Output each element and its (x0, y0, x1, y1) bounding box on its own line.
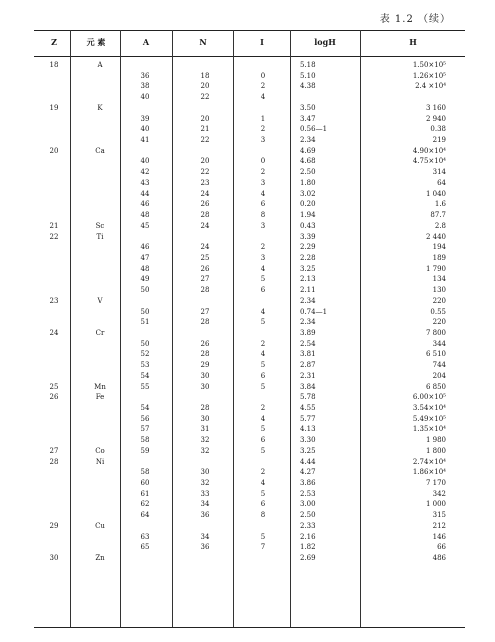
cell-n: 23 (200, 178, 210, 187)
header-element: 元 素 (86, 37, 106, 47)
cell-n: 27 (200, 307, 210, 316)
cell-logh: 3.47 (300, 114, 316, 123)
cell-logh: 4.68 (300, 157, 316, 166)
table-row (0, 274, 495, 285)
cell-i: 2 (260, 168, 266, 177)
cell-i: 6 (260, 500, 266, 509)
cell-h: 134 (432, 275, 446, 284)
cell-a: 46 (140, 243, 150, 252)
cell-h: 344 (432, 339, 446, 348)
cell-i: 2 (260, 82, 266, 91)
cell-i: 7 (260, 543, 266, 552)
cell-i: 5 (260, 446, 266, 455)
cell-h: 6 850 (425, 382, 446, 391)
cell-a: 43 (140, 178, 150, 187)
cell-logh: 3.81 (300, 350, 316, 359)
cell-h: 219 (432, 136, 446, 145)
cell-logh: 3.89 (300, 328, 316, 337)
cell-logh: 0.20 (300, 200, 316, 209)
table-row (0, 221, 495, 232)
cell-logh: 2.34 (300, 318, 316, 327)
cell-n: 33 (200, 489, 210, 498)
cell-a: 40 (140, 93, 150, 102)
table-row (0, 135, 495, 146)
cell-a: 46 (140, 200, 150, 209)
cell-i: 4 (260, 479, 266, 488)
header-h: H (409, 37, 417, 47)
cell-h: 3 160 (425, 103, 446, 112)
table-row (0, 553, 495, 564)
cell-i: 2 (260, 125, 266, 134)
table-row (0, 403, 495, 414)
cell-h: 194 (432, 243, 446, 252)
cell-logh: 2.87 (300, 361, 316, 370)
cell-z: 24 (49, 328, 59, 337)
table-row (0, 81, 495, 92)
table-row (0, 285, 495, 296)
cell-a: 41 (140, 136, 150, 145)
table-row (0, 178, 495, 189)
cell-n: 34 (200, 500, 210, 509)
cell-logh: 5.18 (300, 61, 316, 69)
cell-a: 50 (140, 307, 150, 316)
cell-h: 1 800 (425, 446, 446, 455)
table-row (0, 167, 495, 178)
cell-i: 4 (260, 189, 266, 198)
cell-element: Ti (96, 232, 104, 241)
cell-a: 53 (140, 361, 150, 370)
cell-logh: 5.10 (300, 71, 316, 80)
cell-h: 315 (432, 511, 446, 520)
cell-a: 62 (140, 500, 150, 509)
cell-n: 20 (200, 114, 210, 123)
cell-n: 28 (200, 211, 210, 220)
table-row (0, 339, 495, 350)
cell-logh: 0.43 (300, 221, 316, 230)
table-row (0, 360, 495, 371)
cell-h: 2.8 (434, 221, 446, 230)
cell-h: 2.74×10⁴ (412, 457, 446, 466)
cell-logh: 3.84 (300, 382, 316, 391)
table-row (0, 199, 495, 210)
cell-i: 4 (260, 264, 266, 273)
cell-element: Ca (95, 146, 105, 155)
cell-n: 21 (200, 125, 210, 134)
cell-h: 1 000 (425, 500, 446, 509)
cell-element: K (97, 103, 103, 112)
table-row (0, 414, 495, 425)
cell-z: 18 (49, 61, 59, 69)
cell-i: 2 (260, 339, 266, 348)
cell-a: 64 (140, 511, 150, 520)
cell-i: 4 (260, 307, 266, 316)
cell-i: 5 (260, 425, 266, 434)
cell-a: 55 (140, 382, 150, 391)
cell-i: 8 (260, 511, 266, 520)
cell-z: 25 (49, 382, 59, 391)
cell-n: 20 (200, 157, 210, 166)
table-row (0, 382, 495, 393)
cell-h: 1 980 (425, 436, 446, 445)
cell-i: 0 (260, 71, 266, 80)
table-row (0, 435, 495, 446)
table-row (0, 114, 495, 125)
cell-i: 3 (260, 253, 266, 262)
cell-h: 130 (432, 286, 446, 295)
cell-i: 6 (260, 436, 266, 445)
table-row (0, 510, 495, 521)
cell-logh: 2.50 (300, 168, 316, 177)
cell-a: 50 (140, 286, 150, 295)
cell-a: 58 (140, 436, 150, 445)
table-body (0, 60, 495, 564)
cell-h: 189 (432, 253, 446, 262)
cell-h: 4.75×10⁴ (412, 157, 446, 166)
cell-n: 36 (200, 511, 210, 520)
cell-n: 24 (200, 243, 210, 252)
cell-logh: 3.39 (300, 232, 316, 241)
cell-n: 30 (200, 468, 210, 477)
header-i: I (260, 37, 264, 47)
cell-a: 56 (140, 414, 150, 423)
cell-z: 20 (49, 146, 59, 155)
cell-logh: 2.29 (300, 243, 316, 252)
cell-i: 6 (260, 200, 266, 209)
cell-i: 5 (260, 361, 266, 370)
cell-logh: 2.28 (300, 253, 316, 262)
table-row (0, 156, 495, 167)
cell-h: 2 940 (425, 114, 446, 123)
cell-logh: 2.16 (300, 532, 316, 541)
cell-n: 34 (200, 532, 210, 541)
cell-logh: 4.44 (300, 457, 316, 466)
cell-n: 22 (200, 168, 210, 177)
cell-n: 26 (200, 339, 210, 348)
cell-h: 5.49×10⁵ (412, 414, 446, 423)
cell-h: 220 (432, 296, 446, 305)
table-caption: 表 1.2 （续） (379, 14, 451, 25)
table-row (0, 371, 495, 382)
table-bottom-rule (34, 627, 465, 628)
cell-logh: 0.56—1 (300, 125, 328, 134)
cell-logh: 2.69 (300, 554, 316, 563)
cell-a: 60 (140, 479, 150, 488)
cell-i: 3 (260, 178, 266, 187)
cell-a: 52 (140, 350, 150, 359)
cell-n: 28 (200, 350, 210, 359)
cell-element: Mn (94, 382, 106, 391)
cell-h: 3.54×10⁴ (412, 404, 446, 412)
table-row (0, 189, 495, 200)
cell-a: 54 (140, 371, 150, 380)
cell-a: 59 (140, 446, 150, 455)
cell-i: 8 (260, 211, 266, 220)
cell-h: 6 510 (425, 350, 446, 359)
cell-logh: 4.55 (300, 404, 316, 412)
cell-element: Zn (95, 554, 105, 563)
header-z: Z (51, 37, 57, 47)
cell-element: V (97, 296, 103, 305)
cell-a: 65 (140, 543, 150, 552)
cell-logh: 1.80 (300, 178, 316, 187)
cell-n: 31 (200, 425, 210, 434)
cell-z: 19 (49, 103, 59, 112)
cell-element: Cr (95, 328, 105, 337)
cell-n: 28 (200, 404, 210, 412)
cell-logh: 2.13 (300, 275, 316, 284)
cell-h: 220 (432, 318, 446, 327)
cell-z: 22 (49, 232, 59, 241)
table-row (0, 60, 495, 71)
cell-a: 39 (140, 114, 150, 123)
cell-h: 212 (432, 521, 446, 530)
table-row (0, 328, 495, 339)
cell-logh: 5.78 (300, 393, 316, 402)
table-header-rule (34, 56, 465, 57)
cell-logh: 3.50 (300, 103, 316, 112)
cell-logh: 4.27 (300, 468, 316, 477)
cell-h: 6.00×10⁵ (412, 393, 446, 402)
cell-h: 744 (432, 361, 446, 370)
cell-n: 36 (200, 543, 210, 552)
table-row (0, 210, 495, 221)
table-row (0, 478, 495, 489)
cell-n: 29 (200, 361, 210, 370)
cell-h: 1.35×10⁴ (412, 425, 446, 434)
cell-a: 49 (140, 275, 150, 284)
cell-z: 27 (49, 446, 59, 455)
cell-i: 5 (260, 275, 266, 284)
cell-i: 4 (260, 93, 266, 102)
cell-logh: 3.00 (300, 500, 316, 509)
cell-h: 342 (432, 489, 446, 498)
cell-logh: 3.25 (300, 264, 316, 273)
cell-i: 6 (260, 371, 266, 380)
cell-a: 57 (140, 425, 150, 434)
cell-i: 3 (260, 136, 266, 145)
table-row (0, 392, 495, 403)
cell-logh: 2.53 (300, 489, 316, 498)
cell-n: 32 (200, 446, 210, 455)
cell-i: 2 (260, 243, 266, 252)
header-n: N (199, 37, 207, 47)
cell-h: 314 (432, 168, 446, 177)
table-row (0, 71, 495, 82)
cell-h: 1.26×10⁵ (412, 71, 446, 80)
cell-n: 20 (200, 82, 210, 91)
cell-logh: 2.54 (300, 339, 316, 348)
table-row (0, 103, 495, 114)
table-row (0, 92, 495, 103)
cell-logh: 3.86 (300, 479, 316, 488)
cell-n: 32 (200, 479, 210, 488)
cell-n: 26 (200, 264, 210, 273)
cell-n: 22 (200, 136, 210, 145)
cell-i: 4 (260, 414, 266, 423)
cell-h: 87.7 (430, 211, 446, 220)
cell-h: 66 (437, 543, 446, 552)
cell-element: Ni (95, 457, 105, 466)
cell-logh: 1.82 (300, 543, 316, 552)
cell-logh: 2.50 (300, 511, 316, 520)
cell-h: 1 790 (425, 264, 446, 273)
cell-h: 1.50×10⁵ (412, 61, 446, 69)
cell-h: 486 (432, 554, 446, 563)
cell-h: 0.55 (430, 307, 446, 316)
cell-n: 28 (200, 286, 210, 295)
cell-logh: 4.13 (300, 425, 316, 434)
table-row (0, 146, 495, 157)
header-logh: logH (314, 37, 336, 47)
table-row (0, 489, 495, 500)
cell-h: 1 040 (425, 189, 446, 198)
cell-i: 1 (260, 114, 266, 123)
cell-a: 40 (140, 125, 150, 134)
cell-i: 5 (260, 382, 266, 391)
cell-element: Sc (95, 221, 105, 230)
cell-a: 47 (140, 253, 150, 262)
cell-a: 50 (140, 339, 150, 348)
cell-logh: 3.25 (300, 446, 316, 455)
table-row (0, 253, 495, 264)
cell-h: 1.86×10⁴ (412, 468, 446, 477)
table-row (0, 349, 495, 360)
cell-logh: 5.77 (300, 414, 316, 423)
cell-h: 64 (437, 178, 446, 187)
cell-h: 7 170 (425, 479, 446, 488)
cell-z: 29 (49, 521, 59, 530)
cell-n: 30 (200, 414, 210, 423)
table-row (0, 307, 495, 318)
cell-i: 6 (260, 286, 266, 295)
cell-n: 24 (200, 189, 210, 198)
cell-z: 21 (49, 221, 59, 230)
cell-a: 44 (140, 189, 150, 198)
cell-a: 63 (140, 532, 150, 541)
cell-logh: 2.34 (300, 136, 316, 145)
cell-logh: 2.11 (300, 286, 316, 295)
cell-h: 0.38 (430, 125, 446, 134)
cell-logh: 2.34 (300, 296, 316, 305)
cell-a: 38 (140, 82, 150, 91)
cell-a: 36 (140, 71, 150, 80)
cell-n: 26 (200, 200, 210, 209)
cell-logh: 3.02 (300, 189, 316, 198)
cell-logh: 0.74—1 (300, 307, 328, 316)
table-row (0, 242, 495, 253)
cell-a: 51 (140, 318, 150, 327)
cell-i: 4 (260, 350, 266, 359)
cell-n: 27 (200, 275, 210, 284)
cell-a: 48 (140, 211, 150, 220)
cell-logh: 2.31 (300, 371, 316, 380)
cell-n: 28 (200, 318, 210, 327)
cell-a: 40 (140, 157, 150, 166)
cell-z: 26 (49, 393, 59, 402)
cell-i: 5 (260, 489, 266, 498)
cell-h: 204 (432, 371, 446, 380)
table-row (0, 542, 495, 553)
cell-element: Co (95, 446, 105, 455)
cell-n: 25 (200, 253, 210, 262)
cell-h: 7 800 (425, 328, 446, 337)
cell-h: 1.6 (434, 200, 446, 209)
cell-element: Fe (95, 393, 105, 402)
table-row (0, 296, 495, 307)
cell-element: A (97, 61, 103, 69)
cell-n: 24 (200, 221, 210, 230)
table-top-rule (34, 30, 465, 31)
cell-z: 23 (49, 296, 59, 305)
cell-logh: 4.69 (300, 146, 316, 155)
cell-n: 18 (200, 71, 210, 80)
cell-i: 2 (260, 404, 266, 412)
table-row (0, 124, 495, 135)
table-row (0, 467, 495, 478)
table-row (0, 499, 495, 510)
cell-i: 5 (260, 532, 266, 541)
cell-a: 42 (140, 168, 150, 177)
table-row (0, 424, 495, 435)
table-row (0, 264, 495, 275)
table-row (0, 317, 495, 328)
table-row (0, 457, 495, 468)
table-row (0, 446, 495, 457)
cell-h: 146 (432, 532, 446, 541)
cell-logh: 1.94 (300, 211, 316, 220)
cell-a: 61 (140, 489, 150, 498)
cell-i: 0 (260, 157, 266, 166)
cell-element: Cu (95, 521, 105, 530)
cell-a: 45 (140, 221, 150, 230)
cell-n: 30 (200, 382, 210, 391)
cell-n: 22 (200, 93, 210, 102)
cell-z: 30 (49, 554, 59, 563)
cell-n: 32 (200, 436, 210, 445)
cell-h: 4.90×10⁴ (412, 146, 446, 155)
cell-a: 58 (140, 468, 150, 477)
cell-i: 5 (260, 318, 266, 327)
header-a: A (142, 37, 150, 47)
table-row (0, 232, 495, 243)
cell-logh: 4.38 (300, 82, 316, 91)
cell-h: 2.4 ×10⁴ (415, 82, 446, 91)
cell-logh: 3.30 (300, 436, 316, 445)
cell-i: 2 (260, 468, 266, 477)
cell-h: 2 440 (425, 232, 446, 241)
table-row (0, 521, 495, 532)
table-row (0, 532, 495, 543)
cell-z: 28 (49, 457, 59, 466)
cell-i: 3 (260, 221, 266, 230)
cell-a: 48 (140, 264, 150, 273)
cell-n: 30 (200, 371, 210, 380)
cell-a: 54 (140, 404, 150, 412)
cell-logh: 2.33 (300, 521, 316, 530)
